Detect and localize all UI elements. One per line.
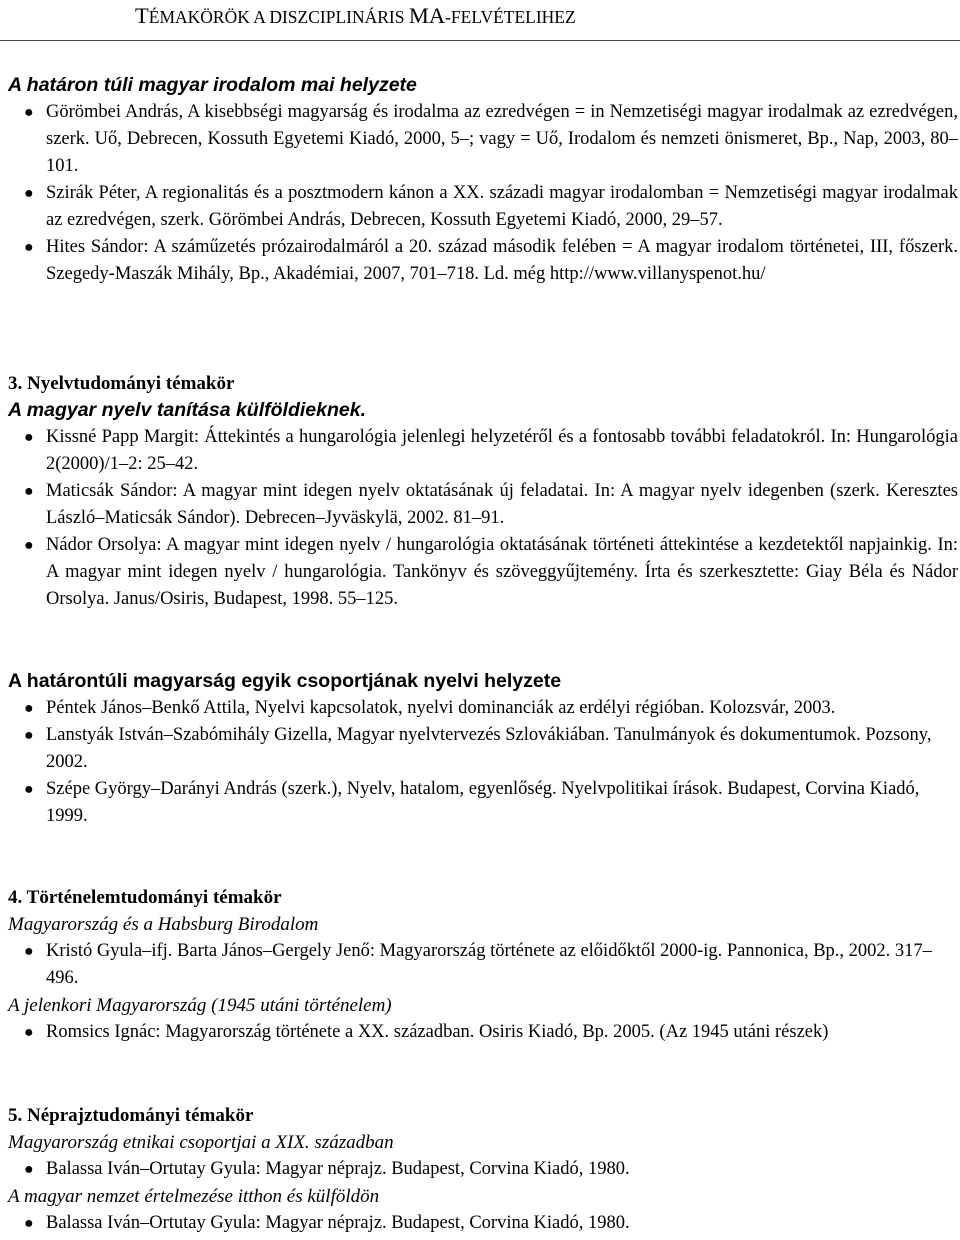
bullet-icon: ● xyxy=(24,943,34,960)
subsection-heading: Magyarország etnikai csoportjai a XIX. században xyxy=(8,1132,394,1153)
bullet-icon: ● xyxy=(24,700,34,717)
section-history xyxy=(8,884,958,1046)
list-item: ● Görömbei András, A kisebbségi magyarság és irodalma az ezredvégen = in Nemzetiségi magyar irodalmak az ezredvégen, szerk. Uő, Debrecen, Kossuth Egyetemi Kiadó, 2000, 5–; vagy = Uő, Irodalom és nemzeti önismeret, Bp., Nap, 2003, 80–101. xyxy=(8,99,958,180)
list-item: ● Romsics Ignác: Magyarország története a XX. században. Osiris Kiadó, Bp. 2005. (Az 1945 utáni részek) xyxy=(8,1019,958,1046)
bullet-icon: ● xyxy=(24,185,34,202)
title-divider xyxy=(0,40,960,41)
section-heading xyxy=(8,370,958,397)
subsection-heading: A magyar nemzet értelmezése itthon és külföldön xyxy=(8,1186,380,1207)
bullet-icon: ● xyxy=(24,1215,34,1232)
list-item: ● Nádor Orsolya: A magyar mint idegen nyelv / hungarológia oktatásának történeti áttekintése a kezdetektől napjainkig. In: A magyar mint idegen nyelv / hungarológia. Tankönyv és szöveggyűjtemény. Írta és szerkesztette: Giay Béla és Nádor Orsolya. Janus/Osiris, Budapest, 1998. 55–125. xyxy=(8,532,958,613)
bullet-icon: ● xyxy=(24,1024,34,1041)
bullet-icon: ● xyxy=(24,1161,34,1178)
section-number: 5. xyxy=(8,1105,23,1126)
bullet-icon: ● xyxy=(24,727,34,744)
subsection-heading: Magyarország és a Habsburg Birodalom xyxy=(8,914,319,935)
page-title: TÉMAKÖRÖK A DISZCIPLINÁRIS MA-FELVÉTELIHEZ xyxy=(135,3,576,28)
section-title: Történelemtudományi témakör xyxy=(26,887,282,908)
list-item: ● Lanstyák István–Szabómihály Gizella, Magyar nyelvtervezés Szlovákiában. Tanulmányok és dokumentumok. Pozsony, 2002. xyxy=(8,722,958,776)
list-item: ● Hites Sándor: A száműzetés prózairodalmáról a 20. század második felében = A magyar irodalom történetei, III, főszerk. Szegedy-Maszák Mihály, Bp., Akadémiai, 2007, 701–718. Ld. még http://www.villanyspenot.hu/ xyxy=(8,234,958,288)
list-item: ● Szépe György–Darányi András (szerk.), Nyelv, hatalom, egyenlőség. Nyelvpolitikai írások. Budapest, Corvina Kiadó, 1999. xyxy=(8,776,958,830)
bullet-icon: ● xyxy=(24,104,34,121)
section-heading xyxy=(8,884,958,911)
bullet-icon: ● xyxy=(24,429,34,446)
list-item: ● Balassa Iván–Ortutay Gyula: Magyar néprajz. Budapest, Corvina Kiadó, 1980. xyxy=(8,1156,958,1183)
list-item: ● Kristó Gyula–ifj. Barta János–Gergely Jenő: Magyarország története az előidőktől 2000-ig. Pannonica, Bp., 2002. 317–496. xyxy=(8,938,958,992)
list-item: ● Szirák Péter, A regionalitás és a posztmodern kánon a XX. századi magyar irodalomban = Nemzetiségi magyar irodalmak az ezredvégen, szerk. Görömbei András, Debrecen, Kossuth Egyetemi Kiadó, 2000, 29–57. xyxy=(8,180,958,234)
bullet-icon: ● xyxy=(24,239,34,256)
list-item: ● Maticsák Sándor: A magyar mint idegen nyelv oktatásának új feladatai. In: A magyar nyelv idegenben (szerk. Keresztes László–Maticsák Sándor). Debrecen–Jyväskylä, 2002. 81–91. xyxy=(8,478,958,532)
section-linguistics xyxy=(8,370,958,613)
subsection-heading: A magyar nyelv tanítása külföldieknek. xyxy=(8,399,366,421)
bullet-icon: ● xyxy=(24,781,34,798)
section-number: 3. xyxy=(8,373,23,394)
list-item: ● Balassa Iván–Ortutay Gyula: Magyar néprajz. Budapest, Corvina Kiadó, 1980. xyxy=(8,1210,958,1237)
bullet-icon: ● xyxy=(24,537,34,554)
section-title: Nyelvtudományi témakör xyxy=(27,373,235,394)
section-language-situation xyxy=(8,668,958,830)
list-item: ● Kissné Papp Margit: Áttekintés a hungarológia jelenlegi helyzetéről és a fontosabb további feladatokról. In: Hungarológia 2(2000)/1–2: 25–42. xyxy=(8,424,958,478)
section-number: 4. xyxy=(8,887,23,908)
list-item: ● Péntek János–Benkő Attila, Nyelvi kapcsolatok, nyelvi dominanciák az erdélyi régióban. Kolozsvár, 2003. xyxy=(8,695,958,722)
section-heading xyxy=(8,1102,958,1129)
subsection-heading: A jelenkori Magyarország (1945 utáni történelem) xyxy=(8,995,392,1016)
bullet-icon: ● xyxy=(24,483,34,500)
section-ethnography xyxy=(8,1102,958,1237)
section-title: Néprajztudományi témakör xyxy=(27,1105,254,1126)
section-heading: A határontúli magyarság egyik csoportjának nyelvi helyzete xyxy=(8,670,562,692)
section-literature xyxy=(8,72,958,288)
section-heading: A határon túli magyar irodalom mai helyzete xyxy=(8,74,417,96)
